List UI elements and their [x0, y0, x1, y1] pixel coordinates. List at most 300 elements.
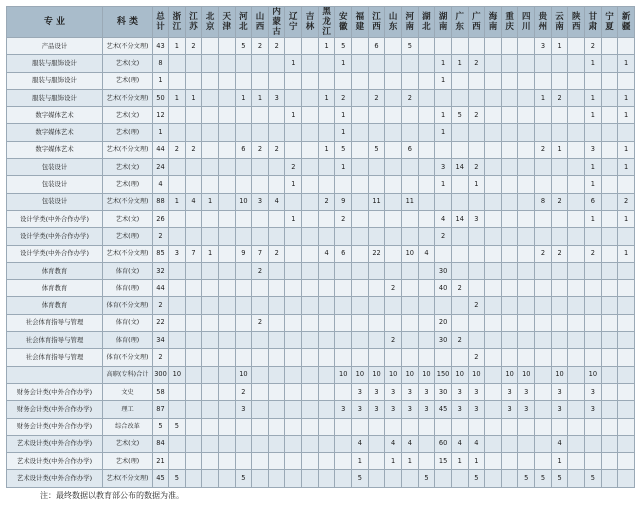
cell-region-count — [268, 262, 285, 279]
cell-total: 34 — [153, 332, 169, 349]
table-row — [7, 210, 635, 227]
cell-region-count: 3 — [518, 383, 535, 400]
cell-region-count — [601, 245, 618, 262]
table-row — [7, 280, 635, 297]
cell-region-count — [235, 210, 252, 227]
cell-region-count — [185, 349, 202, 366]
cell-region-count — [501, 107, 518, 124]
cell-total: 88 — [153, 193, 169, 210]
cell-region-count: 1 — [335, 159, 352, 176]
cell-region-count: 10 — [401, 245, 418, 262]
cell-region-count — [202, 228, 219, 245]
cell-region-count — [368, 297, 385, 314]
cell-region-count — [618, 470, 635, 487]
cell-category: 艺术(理) — [103, 72, 153, 89]
enrollment-plan-table — [6, 6, 635, 488]
header-region: 内蒙古 — [268, 7, 285, 38]
cell-region-count: 3 — [451, 383, 468, 400]
cell-region-count — [218, 176, 235, 193]
cell-region-count — [302, 332, 319, 349]
cell-region-count — [318, 332, 335, 349]
cell-region-count: 10 — [169, 366, 186, 383]
cell-region-count — [185, 383, 202, 400]
cell-category: 艺术(不分文理) — [103, 38, 153, 55]
cell-region-count — [551, 262, 568, 279]
cell-region-count — [185, 366, 202, 383]
table-row — [7, 124, 635, 141]
cell-region-count — [418, 418, 435, 435]
cell-region-count: 2 — [468, 55, 485, 72]
cell-region-count — [418, 89, 435, 106]
cell-region-count — [568, 210, 585, 227]
cell-region-count: 2 — [468, 349, 485, 366]
cell-region-count — [385, 89, 402, 106]
cell-region-count — [401, 176, 418, 193]
cell-region-count — [352, 89, 369, 106]
cell-region-count — [601, 55, 618, 72]
cell-region-count — [451, 262, 468, 279]
cell-region-count — [501, 297, 518, 314]
cell-region-count — [418, 332, 435, 349]
cell-region-count — [202, 470, 219, 487]
cell-region-count: 2 — [535, 141, 552, 158]
cell-region-count — [501, 89, 518, 106]
cell-region-count: 2 — [285, 159, 302, 176]
cell-region-count — [418, 107, 435, 124]
cell-region-count — [485, 210, 502, 227]
header-region: 贵州 — [535, 7, 552, 38]
cell-region-count: 10 — [518, 366, 535, 383]
cell-region-count — [235, 297, 252, 314]
cell-region-count — [568, 383, 585, 400]
cell-region-count — [585, 72, 602, 89]
cell-region-count — [601, 210, 618, 227]
cell-region-count — [518, 297, 535, 314]
cell-region-count — [169, 124, 186, 141]
cell-region-count: 10 — [235, 366, 252, 383]
cell-region-count — [485, 470, 502, 487]
table-row — [7, 262, 635, 279]
cell-category: 艺术(文) — [103, 55, 153, 72]
cell-region-count — [568, 176, 585, 193]
cell-total: 24 — [153, 159, 169, 176]
cell-region-count — [368, 210, 385, 227]
cell-region-count — [268, 124, 285, 141]
cell-region-count: 1 — [285, 55, 302, 72]
cell-total: 84 — [153, 435, 169, 452]
cell-region-count: 5 — [418, 470, 435, 487]
cell-region-count: 3 — [385, 401, 402, 418]
cell-region-count — [618, 176, 635, 193]
header-major: 专 业 — [7, 7, 103, 38]
cell-region-count — [218, 453, 235, 470]
cell-region-count: 3 — [418, 401, 435, 418]
cell-region-count — [501, 228, 518, 245]
cell-region-count: 1 — [169, 193, 186, 210]
cell-region-count: 2 — [252, 262, 269, 279]
cell-region-count — [601, 176, 618, 193]
cell-region-count — [585, 280, 602, 297]
cell-region-count — [352, 280, 369, 297]
table-row — [7, 435, 635, 452]
header-region: 黑龙江 — [318, 7, 335, 38]
cell-region-count — [218, 401, 235, 418]
cell-region-count — [268, 210, 285, 227]
cell-region-count — [218, 366, 235, 383]
cell-region-count: 2 — [335, 210, 352, 227]
cell-region-count: 15 — [435, 453, 452, 470]
cell-region-count — [568, 193, 585, 210]
cell-region-count — [585, 435, 602, 452]
cell-region-count — [385, 418, 402, 435]
cell-region-count: 1 — [169, 89, 186, 106]
cell-region-count — [568, 245, 585, 262]
cell-region-count — [352, 349, 369, 366]
cell-region-count — [535, 280, 552, 297]
cell-major: 财务会计类(中外合作办学) — [7, 418, 103, 435]
cell-region-count: 10 — [235, 193, 252, 210]
cell-region-count — [218, 314, 235, 331]
cell-major: 设计学类(中外合作办学) — [7, 210, 103, 227]
cell-region-count — [268, 297, 285, 314]
cell-region-count — [218, 141, 235, 158]
cell-region-count: 1 — [435, 72, 452, 89]
table-row — [7, 349, 635, 366]
cell-region-count — [451, 418, 468, 435]
cell-region-count — [551, 107, 568, 124]
cell-region-count — [485, 38, 502, 55]
cell-region-count — [568, 435, 585, 452]
cell-major: 体育教育 — [7, 280, 103, 297]
cell-region-count: 2 — [435, 228, 452, 245]
cell-region-count — [518, 176, 535, 193]
cell-region-count — [468, 89, 485, 106]
cell-region-count — [285, 332, 302, 349]
cell-major: 社会体育指导与管理 — [7, 314, 103, 331]
cell-region-count — [451, 314, 468, 331]
cell-region-count — [185, 72, 202, 89]
cell-region-count — [218, 159, 235, 176]
cell-region-count — [535, 314, 552, 331]
cell-region-count — [352, 38, 369, 55]
cell-region-count — [401, 418, 418, 435]
cell-region-count — [318, 401, 335, 418]
cell-region-count — [302, 453, 319, 470]
cell-region-count: 2 — [252, 314, 269, 331]
cell-region-count — [618, 314, 635, 331]
cell-region-count — [185, 297, 202, 314]
cell-region-count — [235, 332, 252, 349]
cell-region-count: 1 — [618, 210, 635, 227]
header-region: 新疆 — [618, 7, 635, 38]
cell-region-count — [368, 314, 385, 331]
cell-region-count — [368, 453, 385, 470]
cell-region-count: 14 — [451, 159, 468, 176]
cell-region-count — [302, 228, 319, 245]
cell-region-count — [485, 280, 502, 297]
cell-region-count — [501, 332, 518, 349]
cell-region-count — [318, 55, 335, 72]
cell-region-count: 14 — [451, 210, 468, 227]
cell-region-count — [235, 262, 252, 279]
cell-region-count — [352, 245, 369, 262]
cell-total: 45 — [153, 470, 169, 487]
cell-region-count — [302, 470, 319, 487]
cell-region-count: 2 — [268, 141, 285, 158]
cell-total: 2 — [153, 349, 169, 366]
cell-category: 体育(理) — [103, 332, 153, 349]
cell-region-count — [618, 262, 635, 279]
table-row — [7, 297, 635, 314]
cell-category: 艺术(不分文理) — [103, 193, 153, 210]
cell-region-count — [352, 124, 369, 141]
cell-category: 艺术(文) — [103, 210, 153, 227]
cell-region-count: 6 — [585, 193, 602, 210]
cell-region-count — [451, 228, 468, 245]
cell-region-count — [468, 418, 485, 435]
cell-major: 财务会计类(中外合作办学) — [7, 401, 103, 418]
cell-region-count — [601, 262, 618, 279]
cell-region-count — [252, 228, 269, 245]
cell-region-count: 5 — [535, 470, 552, 487]
cell-region-count — [535, 176, 552, 193]
cell-region-count — [518, 453, 535, 470]
cell-region-count — [535, 262, 552, 279]
cell-region-count — [235, 55, 252, 72]
cell-region-count — [485, 332, 502, 349]
cell-region-count: 4 — [385, 435, 402, 452]
cell-region-count — [218, 280, 235, 297]
cell-region-count — [302, 210, 319, 227]
cell-region-count — [501, 193, 518, 210]
table-header — [7, 7, 635, 38]
cell-region-count — [568, 314, 585, 331]
cell-region-count — [401, 470, 418, 487]
cell-major: 产品设计 — [7, 38, 103, 55]
cell-region-count — [468, 245, 485, 262]
cell-region-count — [568, 72, 585, 89]
cell-region-count: 6 — [235, 141, 252, 158]
cell-region-count: 2 — [551, 89, 568, 106]
cell-region-count — [468, 38, 485, 55]
cell-region-count — [368, 280, 385, 297]
cell-region-count — [518, 245, 535, 262]
cell-region-count — [618, 435, 635, 452]
cell-region-count: 1 — [185, 89, 202, 106]
cell-region-count: 2 — [451, 280, 468, 297]
cell-region-count — [352, 55, 369, 72]
cell-region-count — [285, 453, 302, 470]
cell-region-count — [285, 366, 302, 383]
cell-region-count — [501, 159, 518, 176]
header-region: 湖北 — [418, 7, 435, 38]
cell-category: 理工 — [103, 401, 153, 418]
cell-region-count — [268, 470, 285, 487]
cell-region-count — [318, 72, 335, 89]
cell-region-count: 10 — [368, 366, 385, 383]
cell-region-count — [568, 107, 585, 124]
header-region: 云南 — [551, 7, 568, 38]
cell-region-count: 5 — [235, 38, 252, 55]
cell-region-count — [235, 453, 252, 470]
cell-region-count — [335, 297, 352, 314]
cell-region-count — [185, 124, 202, 141]
cell-region-count — [385, 55, 402, 72]
cell-region-count: 1 — [385, 453, 402, 470]
cell-region-count — [335, 453, 352, 470]
cell-total: 4 — [153, 176, 169, 193]
cell-region-count — [235, 280, 252, 297]
cell-region-count — [385, 159, 402, 176]
cell-region-count — [318, 349, 335, 366]
cell-major: 艺术设计类(中外合作办学) — [7, 435, 103, 452]
cell-region-count — [501, 435, 518, 452]
cell-region-count: 5 — [468, 470, 485, 487]
cell-region-count — [302, 72, 319, 89]
cell-region-count — [352, 418, 369, 435]
cell-region-count — [169, 435, 186, 452]
cell-region-count — [252, 383, 269, 400]
cell-region-count — [485, 401, 502, 418]
cell-region-count — [169, 262, 186, 279]
cell-region-count: 1 — [618, 89, 635, 106]
cell-region-count — [435, 89, 452, 106]
cell-region-count — [451, 176, 468, 193]
cell-region-count: 5 — [451, 107, 468, 124]
table-row — [7, 453, 635, 470]
cell-region-count — [601, 470, 618, 487]
cell-region-count — [585, 453, 602, 470]
table-row — [7, 89, 635, 106]
cell-region-count — [285, 72, 302, 89]
cell-region-count: 3 — [268, 89, 285, 106]
cell-region-count — [235, 418, 252, 435]
cell-region-count — [418, 176, 435, 193]
cell-region-count — [485, 314, 502, 331]
cell-region-count — [185, 418, 202, 435]
cell-region-count — [302, 193, 319, 210]
cell-region-count: 4 — [468, 435, 485, 452]
cell-region-count — [302, 176, 319, 193]
cell-category: 体育(文) — [103, 262, 153, 279]
cell-region-count — [169, 159, 186, 176]
cell-region-count — [335, 176, 352, 193]
cell-region-count — [535, 124, 552, 141]
cell-region-count — [618, 228, 635, 245]
cell-region-count — [418, 38, 435, 55]
cell-region-count — [418, 349, 435, 366]
cell-region-count — [252, 159, 269, 176]
cell-region-count: 2 — [535, 245, 552, 262]
cell-region-count — [418, 72, 435, 89]
cell-region-count — [252, 418, 269, 435]
cell-region-count — [485, 193, 502, 210]
cell-region-count: 1 — [335, 124, 352, 141]
cell-region-count — [268, 383, 285, 400]
cell-region-count — [451, 38, 468, 55]
cell-region-count — [485, 297, 502, 314]
cell-region-count: 10 — [451, 366, 468, 383]
cell-region-count — [352, 262, 369, 279]
cell-region-count — [202, 401, 219, 418]
cell-region-count — [518, 262, 535, 279]
cell-region-count — [202, 107, 219, 124]
cell-region-count — [268, 280, 285, 297]
cell-region-count: 40 — [435, 280, 452, 297]
cell-region-count: 10 — [385, 366, 402, 383]
cell-region-count — [418, 193, 435, 210]
cell-region-count — [501, 349, 518, 366]
cell-region-count: 4 — [185, 193, 202, 210]
cell-total: 43 — [153, 38, 169, 55]
cell-region-count — [468, 332, 485, 349]
cell-region-count — [401, 55, 418, 72]
cell-region-count — [252, 280, 269, 297]
header-region: 四川 — [518, 7, 535, 38]
table-row — [7, 470, 635, 487]
cell-region-count: 5 — [551, 470, 568, 487]
cell-major: 服装与服饰设计 — [7, 89, 103, 106]
header-region: 宁夏 — [601, 7, 618, 38]
cell-region-count — [252, 349, 269, 366]
cell-region-count: 2 — [185, 38, 202, 55]
cell-region-count — [368, 349, 385, 366]
cell-region-count — [485, 159, 502, 176]
cell-region-count — [169, 107, 186, 124]
cell-region-count: 2 — [268, 245, 285, 262]
cell-region-count — [568, 262, 585, 279]
cell-region-count: 2 — [468, 297, 485, 314]
cell-region-count — [235, 107, 252, 124]
cell-region-count — [501, 55, 518, 72]
cell-region-count — [202, 38, 219, 55]
cell-region-count — [601, 435, 618, 452]
cell-region-count — [568, 38, 585, 55]
cell-region-count — [568, 470, 585, 487]
cell-region-count: 1 — [551, 453, 568, 470]
cell-region-count: 20 — [435, 314, 452, 331]
cell-region-count: 11 — [401, 193, 418, 210]
cell-region-count — [285, 435, 302, 452]
cell-region-count: 3 — [585, 401, 602, 418]
cell-region-count — [318, 314, 335, 331]
cell-region-count: 10 — [501, 366, 518, 383]
cell-region-count — [418, 124, 435, 141]
cell-region-count: 10 — [352, 366, 369, 383]
cell-region-count: 2 — [585, 245, 602, 262]
cell-region-count: 2 — [585, 38, 602, 55]
cell-category: 艺术(不分文理) — [103, 470, 153, 487]
cell-region-count — [518, 55, 535, 72]
cell-region-count — [202, 159, 219, 176]
cell-region-count: 3 — [535, 38, 552, 55]
cell-region-count — [235, 72, 252, 89]
cell-region-count — [318, 383, 335, 400]
cell-region-count — [202, 435, 219, 452]
cell-region-count: 5 — [169, 470, 186, 487]
cell-region-count — [401, 159, 418, 176]
cell-region-count — [185, 107, 202, 124]
cell-region-count — [252, 176, 269, 193]
cell-region-count — [501, 210, 518, 227]
cell-region-count — [185, 332, 202, 349]
cell-region-count — [202, 141, 219, 158]
cell-region-count — [385, 176, 402, 193]
cell-region-count — [551, 124, 568, 141]
header-region: 江苏 — [185, 7, 202, 38]
cell-region-count — [285, 245, 302, 262]
cell-region-count — [335, 470, 352, 487]
